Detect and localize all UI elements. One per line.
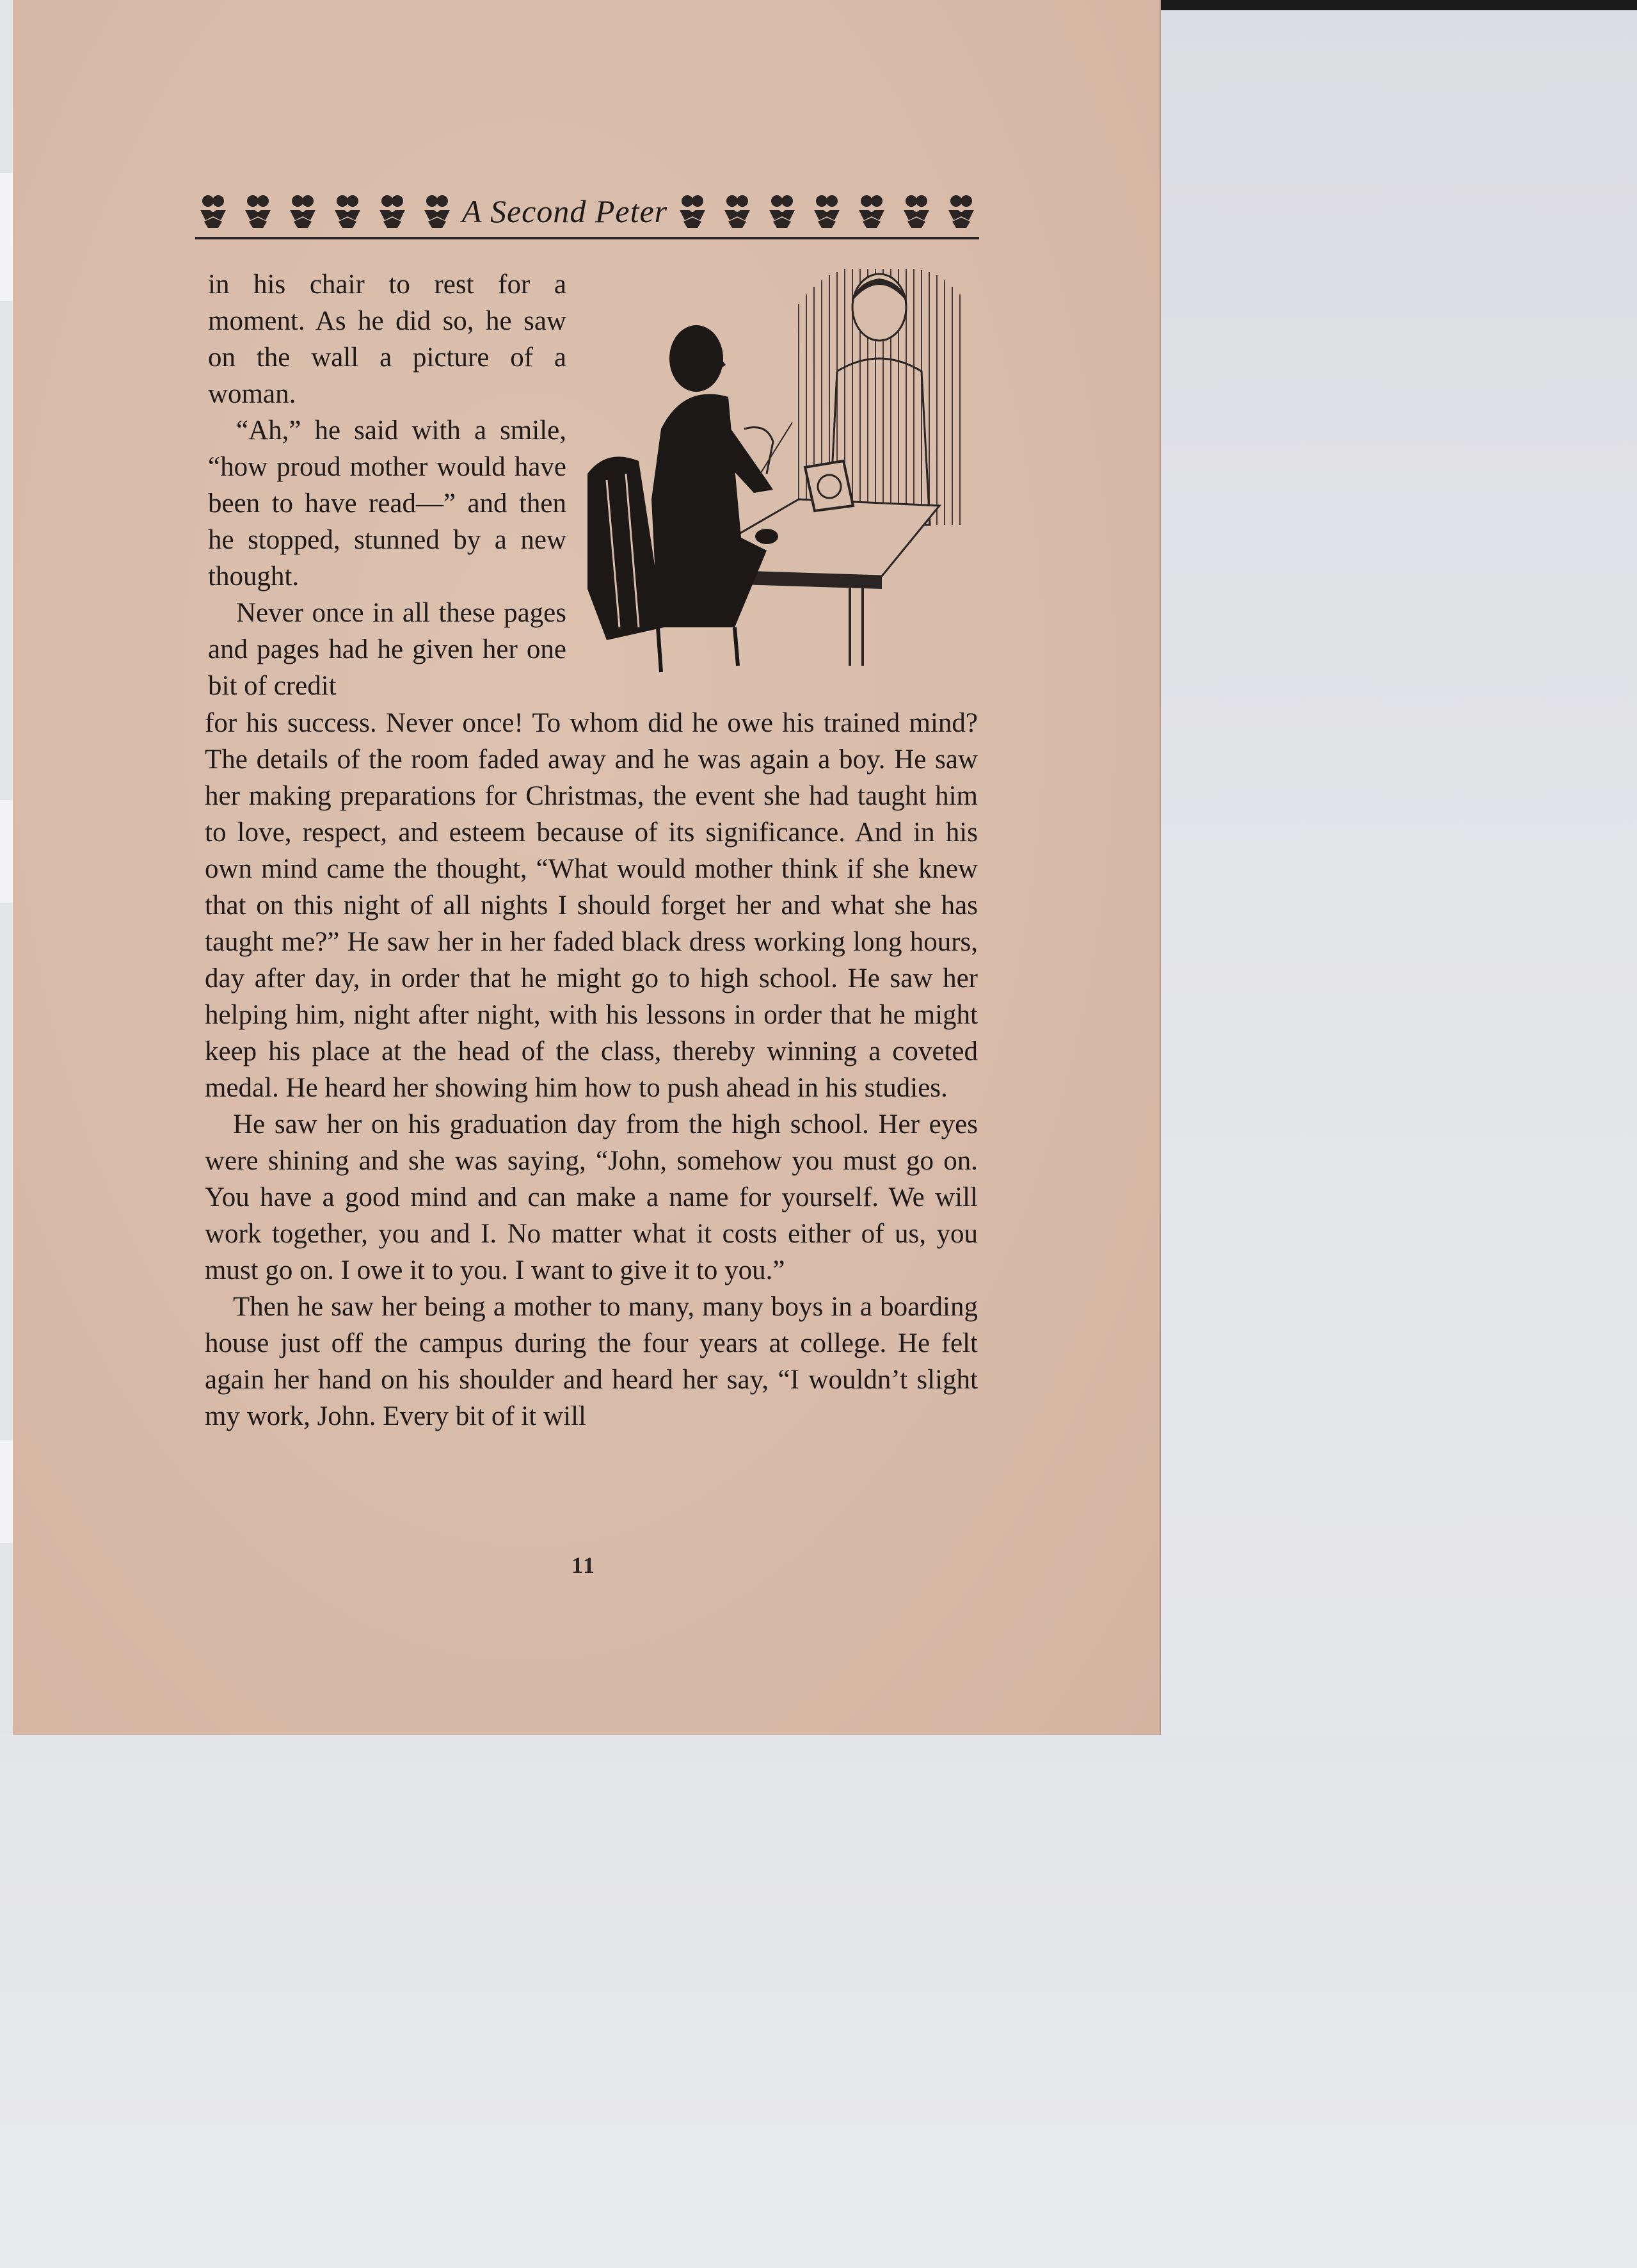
paragraph: “Ah,” he said with a smile, “how proud mother would have been to have read—” and then he stopped, stunned by a new thought.	[208, 415, 566, 591]
floral-ornament-icon	[854, 192, 890, 230]
floral-ornament-icon	[285, 192, 321, 230]
floral-ornament-icon	[719, 192, 755, 230]
full-width-text	[205, 705, 978, 1435]
scan-background	[1160, 0, 1637, 1735]
narrow-text-column	[208, 266, 566, 704]
floral-ornament-icon	[374, 192, 410, 230]
floral-ornament-icon	[809, 192, 845, 230]
running-title: A Second Peter	[461, 193, 668, 229]
floral-ornament-icon	[419, 192, 455, 230]
floral-ornament-icon	[330, 192, 365, 230]
floral-ornament-icon	[675, 192, 710, 230]
paragraph: He saw her on his graduation day from the high school. Her eyes were shining and she was saying, “John, somehow you must go on. You have a good mind and can make a name for yourself. We will work together, you and I. No matter what it costs either of us, you must go on. I owe it to you. I want to give it to you.”	[205, 1109, 978, 1285]
page-edge-tear	[0, 1440, 14, 1543]
paragraph: in his chair to rest for a moment. As he did so, he saw on the wall a picture of a woman.	[208, 269, 566, 409]
floral-ornament-icon	[943, 192, 979, 230]
page-edge-tear	[0, 173, 14, 301]
page-number: 11	[571, 1552, 596, 1578]
ornament-row-left	[195, 192, 455, 230]
paragraph: Then he saw her being a mother to many, many boys in a boarding house just off the campus during the four years at college. He felt again her hand on his shoulder and heard her say, “I wouldn’t slight my work, John. Every bit of it will	[205, 1292, 978, 1431]
paragraph: for his success. Never once! To whom did he owe his trained mind? The details of the room faded away and he was again a boy. He saw her making preparations for Christmas, the event she had taught him to love, respect, and esteem because of its significance. And in his own mind came the thought, “What would mother think if she knew that on this night of all nights I should forget her and what she has taught me?” He saw her in her faded black dress working long hours, day after day, in order that he might go to high school. He saw her helping him, night after night, with his lessons in order that he might keep his place at the head of the class, thereby winning a coveted medal. He heard her showing him how to push ahead in his studies.	[205, 708, 978, 1103]
floral-ornament-icon	[898, 192, 934, 230]
floral-ornament-icon	[764, 192, 800, 230]
running-header	[195, 186, 979, 239]
book-page	[13, 0, 1161, 1735]
page-edge-tear	[0, 800, 14, 903]
ornament-row-right	[675, 192, 979, 230]
man-writing-at-desk-illustration	[581, 269, 981, 679]
scan-background-lower	[0, 1735, 1637, 2268]
floral-ornament-icon	[195, 192, 231, 230]
scan-top-strip	[1160, 0, 1637, 10]
paragraph: Never once in all these pages and pages had he given her one bit of credit	[208, 598, 566, 701]
floral-ornament-icon	[240, 192, 276, 230]
